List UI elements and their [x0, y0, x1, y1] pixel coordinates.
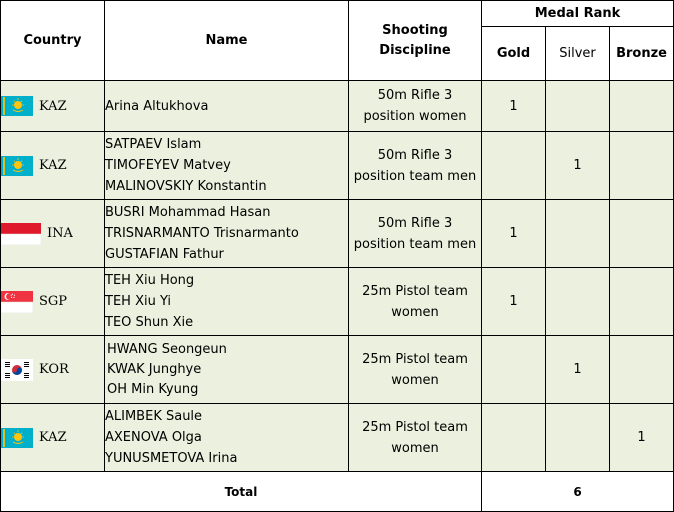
discipline-text: 50m Rifle 3 position team men — [353, 147, 477, 184]
names-cell — [105, 132, 349, 200]
total-label: Total — [1, 472, 482, 512]
athlete-name: KWAK Junghye — [107, 361, 202, 377]
athlete-name: TEH Xiu Hong — [105, 273, 195, 288]
table-row — [1, 336, 674, 404]
table-row — [1, 81, 674, 132]
country-code: KAZ — [39, 430, 67, 445]
bronze-count — [610, 200, 674, 268]
country-code: SGP — [39, 294, 68, 309]
country-cell — [1, 200, 105, 268]
country-code: KAZ — [39, 98, 67, 114]
table-row — [1, 268, 674, 336]
gold-count — [482, 336, 546, 404]
header-discipline — [349, 1, 482, 81]
country-code: KAZ — [39, 158, 67, 173]
discipline-text: 50m Rifle 3 position women — [363, 88, 467, 124]
names-cell — [105, 404, 349, 472]
header-name: Name — [105, 1, 349, 81]
athlete-name: SATPAEV Islam — [105, 137, 202, 152]
country-cell — [1, 404, 105, 472]
country-code: INA — [47, 226, 73, 241]
discipline-cell — [349, 268, 482, 336]
names-cell — [105, 81, 349, 132]
athlete-name: AXENOVA Olga — [105, 430, 202, 445]
discipline-cell — [349, 336, 482, 404]
silver-count: 1 — [546, 336, 610, 404]
athlete-name: GUSTAFIAN Fathur — [105, 247, 224, 262]
discipline-cell — [349, 132, 482, 200]
country-cell — [1, 81, 105, 132]
country-cell — [1, 336, 105, 404]
gold-count — [482, 132, 546, 200]
country-code: KOR — [39, 362, 69, 377]
silver-count — [546, 81, 610, 132]
south-korea-flag — [1, 359, 33, 381]
table-row — [1, 200, 674, 268]
bronze-count — [610, 268, 674, 336]
athlete-name: OH Min Kyung — [107, 381, 199, 397]
gold-count: 1 — [482, 81, 546, 132]
athlete-name: TEH Xiu Yi — [105, 294, 172, 309]
total-value: 6 — [482, 472, 674, 512]
names-cell — [105, 200, 349, 268]
gold-count: 1 — [482, 268, 546, 336]
athlete-name: ALIMBEK Saule — [105, 409, 203, 424]
discipline-text: 50m Rifle 3 position team men — [353, 215, 477, 252]
discipline-text: 25m Pistol team women — [362, 283, 468, 320]
country-cell — [1, 132, 105, 200]
silver-count — [546, 200, 610, 268]
kazakhstan-flag — [1, 156, 33, 176]
names-cell — [105, 336, 349, 404]
discipline-text: 25m Pistol team women — [362, 351, 468, 388]
silver-count — [546, 268, 610, 336]
gold-count — [482, 404, 546, 472]
bronze-count — [610, 132, 674, 200]
header-bronze: Bronze — [610, 27, 674, 81]
indonesia-flag — [1, 223, 41, 245]
silver-count — [546, 404, 610, 472]
names-cell — [105, 268, 349, 336]
athlete-name: BUSRI Mohammad Hasan — [105, 205, 271, 220]
discipline-cell — [349, 81, 482, 132]
discipline-cell — [349, 200, 482, 268]
kazakhstan-flag — [1, 96, 33, 116]
table-row — [1, 404, 674, 472]
athlete-name: Arina Altukhova — [105, 98, 209, 114]
silver-count: 1 — [546, 132, 610, 200]
header-gold: Gold — [482, 27, 546, 81]
table-row — [1, 132, 674, 200]
header-discipline-text: Shooting Discipline — [379, 22, 451, 58]
bronze-count: 1 — [610, 404, 674, 472]
singapore-flag — [1, 291, 33, 313]
athlete-name: TIMOFEYEV Matvey — [105, 158, 231, 173]
athlete-name: YUNUSMETOVA Irina — [105, 451, 238, 466]
athlete-name: HWANG Seongeun — [107, 341, 227, 357]
discipline-text: 25m Pistol team women — [362, 419, 468, 456]
header-silver: Silver — [546, 27, 610, 81]
athlete-name: TEO Shun Xie — [105, 315, 194, 330]
bronze-count — [610, 336, 674, 404]
bronze-count — [610, 81, 674, 132]
athlete-name: MALINOVSKIY Konstantin — [105, 179, 267, 194]
country-cell — [1, 268, 105, 336]
athlete-name: TRISNARMANTO Trisnarmanto — [105, 226, 299, 241]
gold-count: 1 — [482, 200, 546, 268]
discipline-cell — [349, 404, 482, 472]
header-country: Country — [1, 1, 105, 81]
header-medal-rank: Medal Rank — [482, 1, 674, 27]
kazakhstan-flag — [1, 428, 33, 448]
